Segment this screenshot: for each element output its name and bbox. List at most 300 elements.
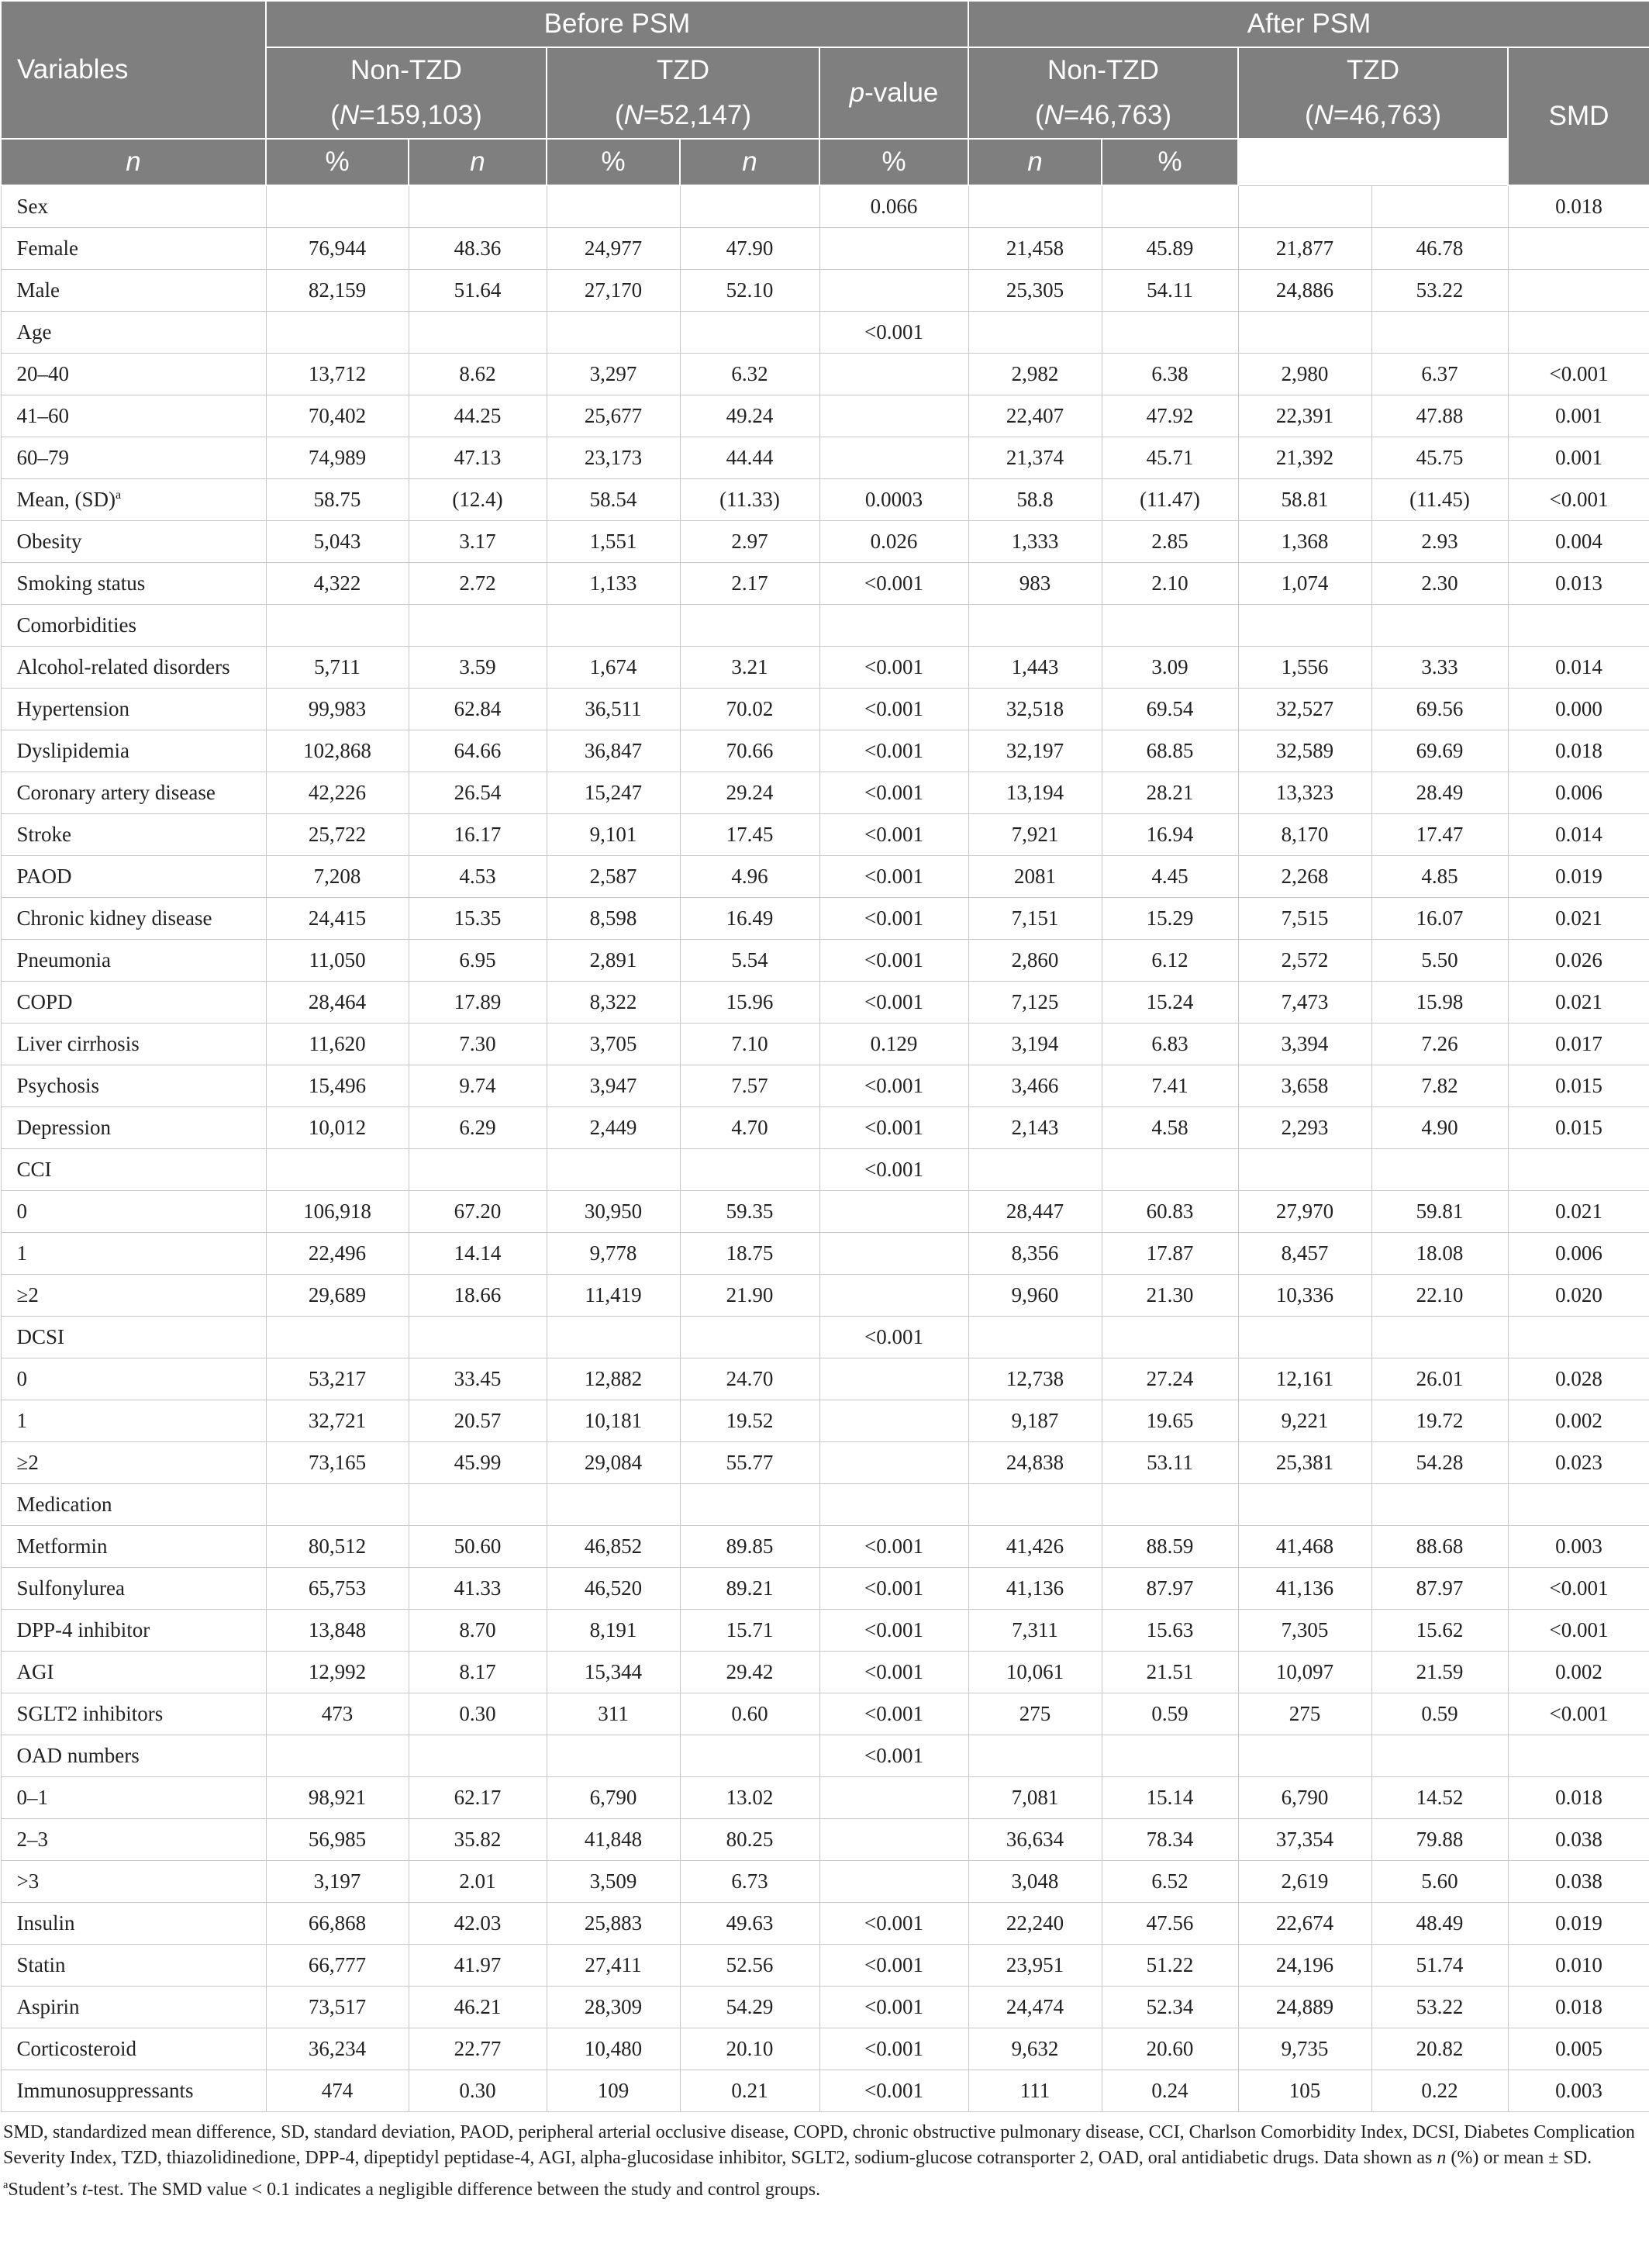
row-label: Dyslipidemia: [1, 730, 266, 772]
table-cell: 58.81: [1238, 479, 1371, 521]
table-row: [1, 1526, 1649, 1568]
table-cell: 46,520: [547, 1568, 680, 1610]
table-cell: 54.29: [680, 1987, 819, 2028]
table-cell: [266, 312, 409, 354]
table-cell: [1102, 1317, 1238, 1358]
table-cell: 3,394: [1238, 1024, 1371, 1065]
table-cell: 47.88: [1371, 395, 1508, 437]
table-cell: 29,689: [266, 1275, 409, 1317]
row-label: 0–1: [1, 1777, 266, 1819]
table-cell: 8,322: [547, 982, 680, 1024]
table-cell: 7.10: [680, 1024, 819, 1065]
table-cell: 70.66: [680, 730, 819, 772]
table-cell: 11,050: [266, 940, 409, 982]
table-cell: 47.90: [680, 228, 819, 270]
table-cell: 22,496: [266, 1233, 409, 1275]
table-row: [1, 940, 1649, 982]
table-row: [1, 1903, 1649, 1945]
table-cell: 24,886: [1238, 270, 1371, 312]
table-row: [1, 228, 1649, 270]
table-cell: 59.35: [680, 1191, 819, 1233]
table-cell: 9,960: [968, 1275, 1102, 1317]
table-cell: 7,081: [968, 1777, 1102, 1819]
table-cell: 0.59: [1102, 1693, 1238, 1735]
header-row-groups: [1, 1, 1649, 47]
table-cell: 30,950: [547, 1191, 680, 1233]
table-row: [1, 1107, 1649, 1149]
table-cell: 8.62: [409, 354, 547, 395]
table-cell: 3.33: [1371, 647, 1508, 689]
table-cell: 10,480: [547, 2028, 680, 2070]
table-cell: [1238, 1735, 1371, 1777]
table-cell: 0.038: [1508, 1861, 1649, 1903]
table-cell: 27,411: [547, 1945, 680, 1987]
table-cell: 49.63: [680, 1903, 819, 1945]
table-cell: 33.45: [409, 1358, 547, 1400]
table-cell: 0.021: [1508, 982, 1649, 1024]
table-row: [1, 1735, 1649, 1777]
row-label: Mean, (SD)$^a$: [1, 479, 266, 521]
table-cell: [680, 185, 819, 228]
table-cell: <0.001: [819, 563, 968, 605]
table-cell: 10,181: [547, 1400, 680, 1442]
table-cell: [1508, 1317, 1649, 1358]
table-cell: 47.13: [409, 437, 547, 479]
table-cell: 111: [968, 2070, 1102, 2112]
row-label: Coronary artery disease: [1, 772, 266, 814]
header-before-non-tzd: Non-TZD: [266, 47, 547, 93]
table-cell: 15.96: [680, 982, 819, 1024]
table-cell: 8,598: [547, 898, 680, 940]
table-cell: 3.59: [409, 647, 547, 689]
table-cell: [819, 354, 968, 395]
table-cell: 32,589: [1238, 730, 1371, 772]
table-cell: 7,305: [1238, 1610, 1371, 1652]
table-cell: 7.82: [1371, 1065, 1508, 1107]
table-cell: <0.001: [819, 312, 968, 354]
row-label: 60–79: [1, 437, 266, 479]
table-cell: 7,151: [968, 898, 1102, 940]
table-cell: [819, 1191, 968, 1233]
table-cell: [1508, 228, 1649, 270]
table-cell: [1508, 312, 1649, 354]
table-cell: 21.90: [680, 1275, 819, 1317]
table-cell: <0.001: [819, 856, 968, 898]
table-cell: 73,165: [266, 1442, 409, 1484]
table-row: [1, 856, 1649, 898]
table-cell: 1,368: [1238, 521, 1371, 563]
table-row: [1, 898, 1649, 940]
row-label: DCSI: [1, 1317, 266, 1358]
header-smd: SMD: [1508, 47, 1649, 185]
table-cell: <0.001: [819, 1107, 968, 1149]
table-row: [1, 814, 1649, 856]
table-cell: [409, 605, 547, 647]
table-cell: 20.82: [1371, 2028, 1508, 2070]
table-cell: 3,509: [547, 1861, 680, 1903]
table-cell: 41,136: [1238, 1568, 1371, 1610]
table-cell: 51.22: [1102, 1945, 1238, 1987]
table-cell: 10,061: [968, 1652, 1102, 1693]
table-row: [1, 1987, 1649, 2028]
table-cell: 69.56: [1371, 689, 1508, 730]
table-cell: [1238, 1484, 1371, 1526]
table-cell: 37,354: [1238, 1819, 1371, 1861]
table-cell: 0.018: [1508, 1987, 1649, 2028]
table-cell: 46.78: [1371, 228, 1508, 270]
table-cell: [1371, 605, 1508, 647]
table-cell: 26.54: [409, 772, 547, 814]
table-cell: [266, 1149, 409, 1191]
row-label: 1: [1, 1400, 266, 1442]
table-cell: 4,322: [266, 563, 409, 605]
table-cell: 12,882: [547, 1358, 680, 1400]
table-cell: 311: [547, 1693, 680, 1735]
table-cell: [819, 1819, 968, 1861]
table-cell: 0.59: [1371, 1693, 1508, 1735]
table-cell: <0.001: [819, 1149, 968, 1191]
table-cell: 0.017: [1508, 1024, 1649, 1065]
table-cell: 53.11: [1102, 1442, 1238, 1484]
table-cell: 24,415: [266, 898, 409, 940]
row-label: >3: [1, 1861, 266, 1903]
table-cell: 22,240: [968, 1903, 1102, 1945]
table-cell: 32,721: [266, 1400, 409, 1442]
table-row: [1, 479, 1649, 521]
table-cell: [1371, 1149, 1508, 1191]
table-cell: 2,143: [968, 1107, 1102, 1149]
table-cell: 0.001: [1508, 395, 1649, 437]
table-cell: 21,877: [1238, 228, 1371, 270]
table-cell: [547, 312, 680, 354]
table-cell: [819, 395, 968, 437]
table-cell: 10,097: [1238, 1652, 1371, 1693]
header-row-units: [1, 139, 1649, 185]
table-cell: [1238, 1317, 1371, 1358]
table-cell: 15.98: [1371, 982, 1508, 1024]
table-cell: 0.015: [1508, 1065, 1649, 1107]
table-cell: 0.129: [819, 1024, 968, 1065]
table-cell: [819, 437, 968, 479]
table-cell: 14.52: [1371, 1777, 1508, 1819]
table-row: [1, 1233, 1649, 1275]
table-cell: 0.026: [1508, 940, 1649, 982]
table-cell: 0.013: [1508, 563, 1649, 605]
row-label: OAD numbers: [1, 1735, 266, 1777]
table-cell: [1371, 312, 1508, 354]
header-after-tzd: TZD: [1238, 47, 1508, 93]
table-cell: <0.001: [819, 982, 968, 1024]
table-cell: 0.038: [1508, 1819, 1649, 1861]
table-cell: 0.014: [1508, 814, 1649, 856]
table-cell: 89.85: [680, 1526, 819, 1568]
table-cell: <0.001: [819, 2070, 968, 2112]
table-cell: <0.001: [819, 1735, 968, 1777]
table-cell: 0.30: [409, 1693, 547, 1735]
table-cell: 0.021: [1508, 1191, 1649, 1233]
table-cell: 0.000: [1508, 689, 1649, 730]
table-cell: 25,381: [1238, 1442, 1371, 1484]
table-cell: <0.001: [1508, 1693, 1649, 1735]
table-cell: 0.066: [819, 185, 968, 228]
table-cell: [968, 1484, 1102, 1526]
table-cell: [819, 1442, 968, 1484]
table-cell: 25,722: [266, 814, 409, 856]
table-cell: [1508, 270, 1649, 312]
table-cell: [409, 1735, 547, 1777]
table-cell: 0.010: [1508, 1945, 1649, 1987]
table-cell: 4.53: [409, 856, 547, 898]
table-cell: 8,191: [547, 1610, 680, 1652]
header-p-value: [819, 47, 968, 139]
table-cell: 87.97: [1102, 1568, 1238, 1610]
table-cell: [547, 1317, 680, 1358]
table-cell: 1,551: [547, 521, 680, 563]
table-cell: [819, 1233, 968, 1275]
table-cell: 0.22: [1371, 2070, 1508, 2112]
table-cell: 0.020: [1508, 1275, 1649, 1317]
table-cell: 3.21: [680, 647, 819, 689]
table-cell: [1508, 605, 1649, 647]
table-cell: 22.77: [409, 2028, 547, 2070]
header-after-non-tzd-n-col: n: [680, 139, 819, 185]
table-cell: 6,790: [547, 1777, 680, 1819]
table-row: [1, 1610, 1649, 1652]
table-cell: 67.20: [409, 1191, 547, 1233]
table-cell: 22,407: [968, 395, 1102, 437]
table-cell: 15.24: [1102, 982, 1238, 1024]
table-cell: 2.85: [1102, 521, 1238, 563]
table-cell: 275: [1238, 1693, 1371, 1735]
table-cell: 2,293: [1238, 1107, 1371, 1149]
table-cell: 0.004: [1508, 521, 1649, 563]
row-label: ≥2: [1, 1442, 266, 1484]
table-cell: 27,170: [547, 270, 680, 312]
table-cell: 20.10: [680, 2028, 819, 2070]
row-label: Obesity: [1, 521, 266, 563]
row-label: 0: [1, 1191, 266, 1233]
table-cell: 41.33: [409, 1568, 547, 1610]
row-label: 2–3: [1, 1819, 266, 1861]
table-cell: 76,944: [266, 228, 409, 270]
header-before-psm: Before PSM: [266, 1, 968, 47]
header-after-tzd-n: (N=46,763): [1238, 93, 1508, 139]
table-cell: 2,572: [1238, 940, 1371, 982]
header-after-non-tzd-pct-col: %: [819, 139, 968, 185]
table-cell: [819, 605, 968, 647]
table-cell: <0.001: [819, 898, 968, 940]
row-label: Depression: [1, 1107, 266, 1149]
table-cell: [547, 185, 680, 228]
table-cell: 7,208: [266, 856, 409, 898]
table-cell: <0.001: [819, 689, 968, 730]
table-cell: 52.34: [1102, 1987, 1238, 2028]
table-cell: 12,992: [266, 1652, 409, 1693]
table-cell: 54.28: [1371, 1442, 1508, 1484]
table-cell: 20.57: [409, 1400, 547, 1442]
table-cell: 2,982: [968, 354, 1102, 395]
table-cell: 12,738: [968, 1358, 1102, 1400]
table-cell: 7,473: [1238, 982, 1371, 1024]
header-after-tzd-pct-col: %: [1102, 139, 1238, 185]
table-cell: [409, 312, 547, 354]
table-cell: 52.10: [680, 270, 819, 312]
table-cell: 9,778: [547, 1233, 680, 1275]
table-cell: 2.72: [409, 563, 547, 605]
table-cell: 12,161: [1238, 1358, 1371, 1400]
table-row: [1, 312, 1649, 354]
row-label: 1: [1, 1233, 266, 1275]
table-cell: 41.97: [409, 1945, 547, 1987]
table-cell: 0.002: [1508, 1400, 1649, 1442]
table-cell: [968, 1317, 1102, 1358]
table-row: [1, 1484, 1649, 1526]
table-row: [1, 1317, 1649, 1358]
table-cell: <0.001: [819, 2028, 968, 2070]
table-cell: 0.019: [1508, 1903, 1649, 1945]
table-cell: 5.50: [1371, 940, 1508, 982]
table-cell: 69.69: [1371, 730, 1508, 772]
table-cell: 24,838: [968, 1442, 1102, 1484]
table-cell: 0.002: [1508, 1652, 1649, 1693]
table-cell: 53.22: [1371, 1987, 1508, 2028]
row-label: COPD: [1, 982, 266, 1024]
table-cell: 7,921: [968, 814, 1102, 856]
table-cell: 51.64: [409, 270, 547, 312]
table-cell: [680, 312, 819, 354]
table-cell: 54.11: [1102, 270, 1238, 312]
row-label: Medication: [1, 1484, 266, 1526]
table-cell: 2.30: [1371, 563, 1508, 605]
table-cell: 109: [547, 2070, 680, 2112]
table-cell: 2081: [968, 856, 1102, 898]
table-cell: [547, 1149, 680, 1191]
table-cell: 17.87: [1102, 1233, 1238, 1275]
table-cell: 2,891: [547, 940, 680, 982]
table-cell: 0.003: [1508, 1526, 1649, 1568]
table-cell: 15,344: [547, 1652, 680, 1693]
table-cell: 9.74: [409, 1065, 547, 1107]
table-cell: 49.24: [680, 395, 819, 437]
table-cell: 15.63: [1102, 1610, 1238, 1652]
table-cell: 46,852: [547, 1526, 680, 1568]
table-row: [1, 1024, 1649, 1065]
table-cell: 0.018: [1508, 1777, 1649, 1819]
table-cell: 58.54: [547, 479, 680, 521]
table-cell: 6.37: [1371, 354, 1508, 395]
table-row: [1, 1819, 1649, 1861]
table-cell: 0.30: [409, 2070, 547, 2112]
table-cell: 8,356: [968, 1233, 1102, 1275]
table-cell: 4.96: [680, 856, 819, 898]
table-row: [1, 1191, 1649, 1233]
table-cell: [819, 1358, 968, 1400]
table-cell: 6.32: [680, 354, 819, 395]
table-cell: [819, 1400, 968, 1442]
table-cell: 22,674: [1238, 1903, 1371, 1945]
table-cell: 7.26: [1371, 1024, 1508, 1065]
table-cell: [968, 185, 1102, 228]
table-cell: 8.17: [409, 1652, 547, 1693]
table-cell: 29.42: [680, 1652, 819, 1693]
table-row: [1, 605, 1649, 647]
table-cell: 2.10: [1102, 563, 1238, 605]
table-cell: 99,983: [266, 689, 409, 730]
table-cell: 13.02: [680, 1777, 819, 1819]
table-cell: 9,187: [968, 1400, 1102, 1442]
table-cell: 20.60: [1102, 2028, 1238, 2070]
table-cell: 17.45: [680, 814, 819, 856]
table-cell: 5.54: [680, 940, 819, 982]
table-cell: 15.62: [1371, 1610, 1508, 1652]
table-cell: <0.001: [1508, 354, 1649, 395]
table-cell: [680, 1735, 819, 1777]
table-cell: 66,777: [266, 1945, 409, 1987]
table-cell: 7.41: [1102, 1065, 1238, 1107]
table-footnotes: [0, 2112, 1649, 2203]
table-cell: 79.88: [1371, 1819, 1508, 1861]
table-cell: [1238, 185, 1371, 228]
table-cell: 473: [266, 1693, 409, 1735]
table-cell: 74,989: [266, 437, 409, 479]
table-cell: 29,084: [547, 1442, 680, 1484]
table-cell: [819, 270, 968, 312]
table-cell: <0.001: [819, 1693, 968, 1735]
header-after-non-tzd-n: (N=46,763): [968, 93, 1238, 139]
table-cell: 60.83: [1102, 1191, 1238, 1233]
table-cell: 15,496: [266, 1065, 409, 1107]
table-row: [1, 647, 1649, 689]
table-body: [1, 185, 1649, 2112]
table-cell: <0.001: [819, 1065, 968, 1107]
table-cell: 98,921: [266, 1777, 409, 1819]
table-cell: 44.44: [680, 437, 819, 479]
table-cell: 5,043: [266, 521, 409, 563]
table-cell: [819, 1861, 968, 1903]
table-cell: [968, 312, 1102, 354]
row-label: 0: [1, 1358, 266, 1400]
table-cell: 13,712: [266, 354, 409, 395]
table-cell: 3,705: [547, 1024, 680, 1065]
table-cell: [819, 228, 968, 270]
table-row: [1, 521, 1649, 563]
table-cell: 6.52: [1102, 1861, 1238, 1903]
table-cell: 275: [968, 1693, 1102, 1735]
table-cell: 89.21: [680, 1568, 819, 1610]
header-before-tzd-n-col: n: [409, 139, 547, 185]
row-label: Aspirin: [1, 1987, 266, 2028]
row-label: Male: [1, 270, 266, 312]
table-cell: 13,323: [1238, 772, 1371, 814]
table-cell: 7,515: [1238, 898, 1371, 940]
table-cell: <0.001: [819, 1652, 968, 1693]
table-cell: 16.94: [1102, 814, 1238, 856]
table-cell: 52.56: [680, 1945, 819, 1987]
row-label: Smoking status: [1, 563, 266, 605]
table-cell: 66,868: [266, 1903, 409, 1945]
table-cell: 6,790: [1238, 1777, 1371, 1819]
table-cell: 4.70: [680, 1107, 819, 1149]
table-cell: 32,527: [1238, 689, 1371, 730]
table-cell: 0.003: [1508, 2070, 1649, 2112]
table-cell: [1102, 312, 1238, 354]
table-cell: 21.30: [1102, 1275, 1238, 1317]
table-cell: 16.17: [409, 814, 547, 856]
row-label: Corticosteroid: [1, 2028, 266, 2070]
table-cell: 51.74: [1371, 1945, 1508, 1987]
table-cell: 11,419: [547, 1275, 680, 1317]
table-row: [1, 2028, 1649, 2070]
